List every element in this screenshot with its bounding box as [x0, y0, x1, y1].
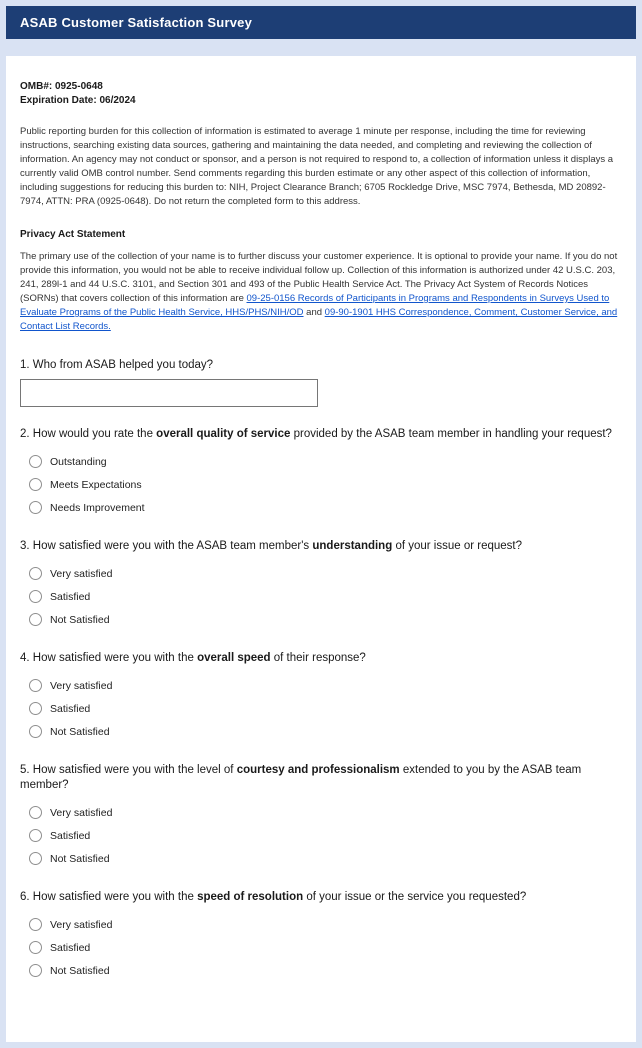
radio-option-label: Very satisfied [50, 679, 113, 692]
question-text-segment: 3. How satisfied were you with the ASAB team member's [20, 540, 313, 552]
privacy-text-segment: and [303, 307, 325, 318]
radio-option[interactable] [29, 720, 618, 743]
radio-option[interactable] [29, 959, 618, 982]
sorn-link-2[interactable]: 09-90-1901 HHS Correspondence, Comment, Customer Service, and Contact List Records. [20, 307, 618, 332]
radio-option-label: Not Satisfied [50, 852, 110, 865]
question-5-text [20, 763, 618, 793]
question-text-segment: of their response? [270, 652, 366, 664]
question-6-text [20, 890, 618, 905]
radio-option[interactable] [29, 496, 618, 519]
question-text-segment: provided by the ASAB team member in handling your request? [290, 428, 612, 440]
question-5 [20, 763, 618, 870]
privacy-text-segment: The primary use of the collection of your name is to further discuss your customer experience. It is optional to provide your name. If you do not provide this information, you would not be able to receive individual follow up. Collection of this information is authorized under 42 U.S.C. 203, 241, 289l-1 and 44 U.S.C. 3101, and Section 301 and 493 of the Public Health Service Act. The Privacy Act System of Records Notices (SORNs) that covers collection of this information are [20, 251, 618, 304]
omb-number: OMB#: 0925-0648 [20, 81, 103, 92]
question-text-segment: 4. How satisfied were you with the [20, 652, 198, 664]
radio-option-label: Satisfied [50, 941, 91, 954]
question-text-bold: courtesy and professionalism [236, 764, 400, 776]
radio-option[interactable] [29, 697, 618, 720]
radio-option-label: Very satisfied [50, 806, 113, 819]
radio-button-icon[interactable] [29, 852, 42, 865]
radio-option-label: Satisfied [50, 590, 91, 603]
radio-button-icon[interactable] [29, 679, 42, 692]
radio-option-label: Very satisfied [50, 918, 113, 931]
sorn-link-1[interactable]: 09-25-0156 Records of Participants in Programs and Respondents in Surveys Used to Evaluate Programs of the Public Health Service, HHS/PHS/NIH/OD [20, 293, 610, 318]
question-1-text [20, 358, 618, 373]
helper-name-input[interactable] [20, 379, 318, 407]
question-text-segment: 5. How satisfied were you with the level of [20, 764, 237, 776]
radio-button-icon[interactable] [29, 567, 42, 580]
privacy-act-statement [20, 250, 618, 334]
omb-expiration-date: Expiration Date: 06/2024 [20, 95, 136, 106]
privacy-act-heading: Privacy Act Statement [20, 229, 126, 240]
question-1 [20, 358, 618, 407]
question-3-text [20, 539, 618, 554]
radio-option-label: Satisfied [50, 829, 91, 842]
radio-option[interactable] [29, 473, 618, 496]
radio-option[interactable] [29, 824, 618, 847]
question-text-segment: of your issue or request? [392, 540, 523, 552]
radio-option[interactable] [29, 562, 618, 585]
radio-option[interactable] [29, 801, 618, 824]
question-3-options [20, 562, 618, 631]
question-4-text [20, 651, 618, 666]
question-text-bold: understanding [312, 540, 393, 552]
question-text-segment: 6. How satisfied were you with the [20, 891, 198, 903]
question-3 [20, 539, 618, 631]
radio-option-label: Needs Improvement [50, 501, 145, 514]
radio-button-icon[interactable] [29, 590, 42, 603]
question-text-bold: overall speed [197, 652, 271, 664]
radio-option-label: Not Satisfied [50, 613, 110, 626]
radio-button-icon[interactable] [29, 964, 42, 977]
question-text-bold: speed of resolution [197, 891, 304, 903]
radio-option-label: Outstanding [50, 455, 107, 468]
survey-panel [6, 56, 636, 1042]
radio-option[interactable] [29, 608, 618, 631]
question-2-text [20, 427, 618, 442]
question-text-segment: 2. How would you rate the [20, 428, 157, 440]
question-6-options [20, 913, 618, 982]
radio-button-icon[interactable] [29, 501, 42, 514]
radio-button-icon[interactable] [29, 725, 42, 738]
page-title: ASAB Customer Satisfaction Survey [20, 15, 252, 30]
radio-button-icon[interactable] [29, 941, 42, 954]
radio-option-label: Satisfied [50, 702, 91, 715]
radio-option-label: Very satisfied [50, 567, 113, 580]
question-2-options [20, 450, 618, 519]
radio-button-icon[interactable] [29, 455, 42, 468]
burden-statement: Public reporting burden for this collection of information is estimated to average 1 minute per response, including the time for reviewing instructions, searching existing data sources, gathering and maintaining the data needed, and completing and reviewing the collection of information. An agency may not conduct or sponsor, and a person is not required to respond to, a collection of information unless it displays a currently valid OMB control number. Send comments regarding this burden estimate or any other aspect of this collection of information, including suggestions for reducing this burden to: NIH, Project Clearance Branch; 6705 Rockledge Drive, MSC 7974, Bethesda, MD 20892-7974, ATTN: PRA (0925-0648). Do not return the completed form to this address. [20, 126, 614, 207]
app-header [6, 6, 636, 39]
question-2 [20, 427, 618, 519]
radio-button-icon[interactable] [29, 478, 42, 491]
radio-option[interactable] [29, 936, 618, 959]
radio-option[interactable] [29, 913, 618, 936]
question-4-options [20, 674, 618, 743]
radio-button-icon[interactable] [29, 613, 42, 626]
radio-button-icon[interactable] [29, 829, 42, 842]
radio-option-label: Not Satisfied [50, 725, 110, 738]
question-text-segment: of your issue or the service you requested? [303, 891, 527, 903]
radio-button-icon[interactable] [29, 702, 42, 715]
radio-button-icon[interactable] [29, 918, 42, 931]
question-4 [20, 651, 618, 743]
question-text-segment: 1. Who from ASAB helped you today? [20, 359, 214, 371]
radio-option-label: Meets Expectations [50, 478, 142, 491]
radio-option-label: Not Satisfied [50, 964, 110, 977]
question-6 [20, 890, 618, 982]
radio-button-icon[interactable] [29, 806, 42, 819]
question-text-segment: extended to you by the ASAB team member? [20, 764, 582, 791]
radio-option[interactable] [29, 450, 618, 473]
question-text-bold: overall quality of service [156, 428, 291, 440]
radio-option[interactable] [29, 674, 618, 697]
radio-option[interactable] [29, 585, 618, 608]
question-5-options [20, 801, 618, 870]
radio-option[interactable] [29, 847, 618, 870]
